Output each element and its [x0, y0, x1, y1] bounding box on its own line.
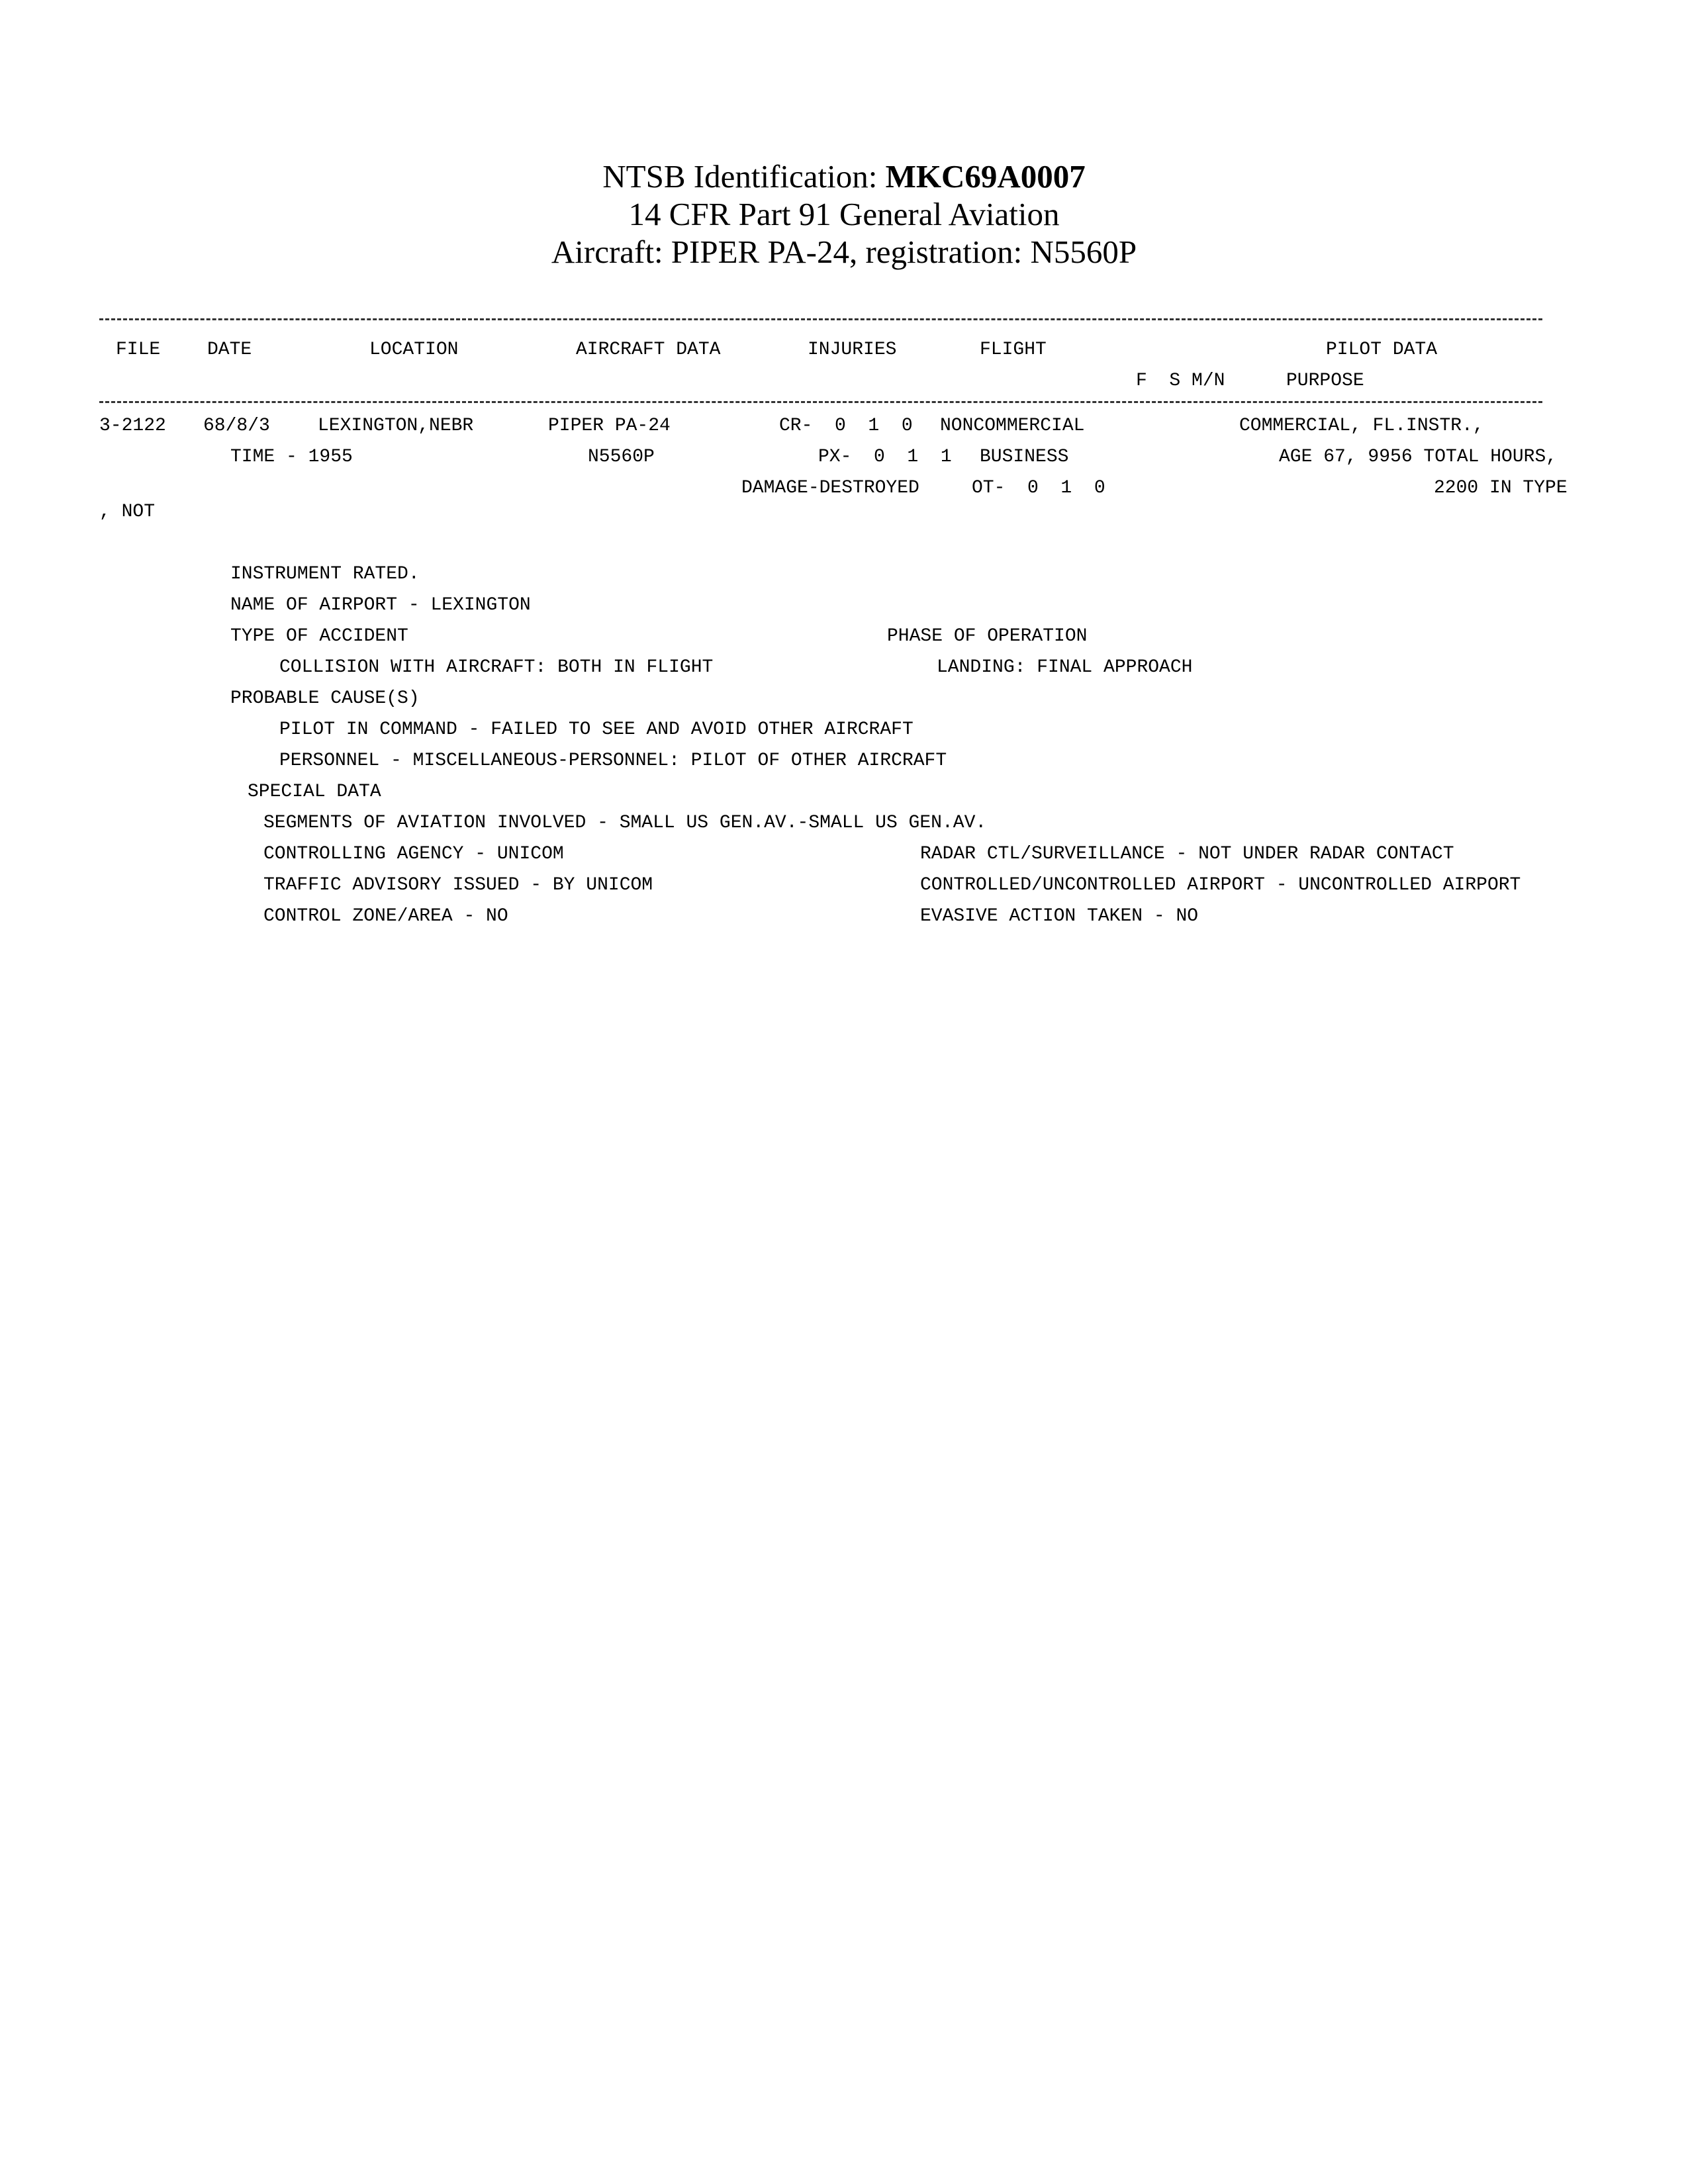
- type-of-accident: COLLISION WITH AIRCRAFT: BOTH IN FLIGHT: [279, 657, 714, 678]
- record-registration: N5560P: [588, 447, 655, 467]
- type-of-accident-label: TYPE OF ACCIDENT: [230, 626, 408, 647]
- ntsb-id-value: MKC69A0007: [885, 158, 1086, 195]
- record-pilot-certificate: COMMERCIAL, FL.INSTR.,: [1239, 416, 1484, 436]
- col-flight: FLIGHT: [980, 340, 1047, 360]
- phase-of-operation: LANDING: FINAL APPROACH: [937, 657, 1193, 678]
- record-pilot-type-hours: 2200 IN TYPE: [1434, 478, 1568, 498]
- record-injuries-crew: CR- 0 1 0: [779, 416, 913, 436]
- regulation-part: 14 CFR Part 91 General Aviation: [628, 196, 1060, 232]
- control-zone: CONTROL ZONE/AREA - NO: [263, 906, 508, 927]
- segments-involved: SEGMENTS OF AVIATION INVOLVED - SMALL US GEN.AV.-SMALL US GEN.AV.: [263, 813, 987, 833]
- record-date: 68/8/3: [203, 416, 270, 436]
- special-data-label: SPECIAL DATA: [248, 782, 381, 802]
- record-injuries-other: OT- 0 1 0: [972, 478, 1105, 498]
- header-divider: [99, 401, 1542, 403]
- probable-cause-1: PILOT IN COMMAND - FAILED TO SEE AND AVOID OTHER AIRCRAFT: [279, 719, 914, 740]
- probable-cause-label: PROBABLE CAUSE(S): [230, 688, 420, 709]
- record-damage: DAMAGE-DESTROYED: [741, 478, 919, 498]
- record-file-number: 3-2122: [99, 416, 166, 436]
- record-flight-purpose: BUSINESS: [980, 447, 1069, 467]
- col-purpose: PURPOSE: [1286, 371, 1364, 391]
- probable-cause-2: PERSONNEL - MISCELLANEOUS-PERSONNEL: PILOT OF OTHER AIRCRAFT: [279, 751, 947, 771]
- col-location: LOCATION: [369, 340, 459, 360]
- record-pilot-hours: AGE 67, 9956 TOTAL HOURS,: [1279, 447, 1558, 467]
- record-pilot-wrap: , NOT: [99, 502, 156, 522]
- evasive-action: EVASIVE ACTION TAKEN - NO: [920, 906, 1199, 927]
- airport-name: NAME OF AIRPORT - LEXINGTON: [230, 595, 531, 615]
- ntsb-identification: [0, 158, 1688, 196]
- record-location: LEXINGTON,NEBR: [318, 416, 474, 436]
- traffic-advisory: TRAFFIC ADVISORY ISSUED - BY UNICOM: [263, 875, 653, 895]
- aircraft-registration: Aircraft: PIPER PA-24, registration: N5560P: [551, 234, 1137, 270]
- col-aircraft-data: AIRCRAFT DATA: [576, 340, 721, 360]
- col-pilot-data: PILOT DATA: [1326, 340, 1438, 360]
- top-divider: [99, 318, 1542, 320]
- record-flight-type: NONCOMMERCIAL: [940, 416, 1085, 436]
- record-aircraft-model: PIPER PA-24: [548, 416, 671, 436]
- col-injury-subheads: F S M/N: [1136, 371, 1225, 391]
- col-injuries: INJURIES: [808, 340, 897, 360]
- phase-of-operation-label: PHASE OF OPERATION: [887, 626, 1088, 647]
- instrument-rating: INSTRUMENT RATED.: [230, 564, 420, 584]
- record-time: TIME - 1955: [230, 447, 353, 467]
- ntsb-id-label: NTSB Identification:: [602, 158, 886, 195]
- airport-control-status: CONTROLLED/UNCONTROLLED AIRPORT - UNCONTROLLED AIRPORT: [920, 875, 1521, 895]
- radar-surveillance: RADAR CTL/SURVEILLANCE - NOT UNDER RADAR CONTACT: [920, 844, 1454, 864]
- col-file: FILE: [116, 340, 161, 360]
- col-date: DATE: [207, 340, 252, 360]
- record-injuries-passengers: PX- 0 1 1: [818, 447, 952, 467]
- controlling-agency: CONTROLLING AGENCY - UNICOM: [263, 844, 564, 864]
